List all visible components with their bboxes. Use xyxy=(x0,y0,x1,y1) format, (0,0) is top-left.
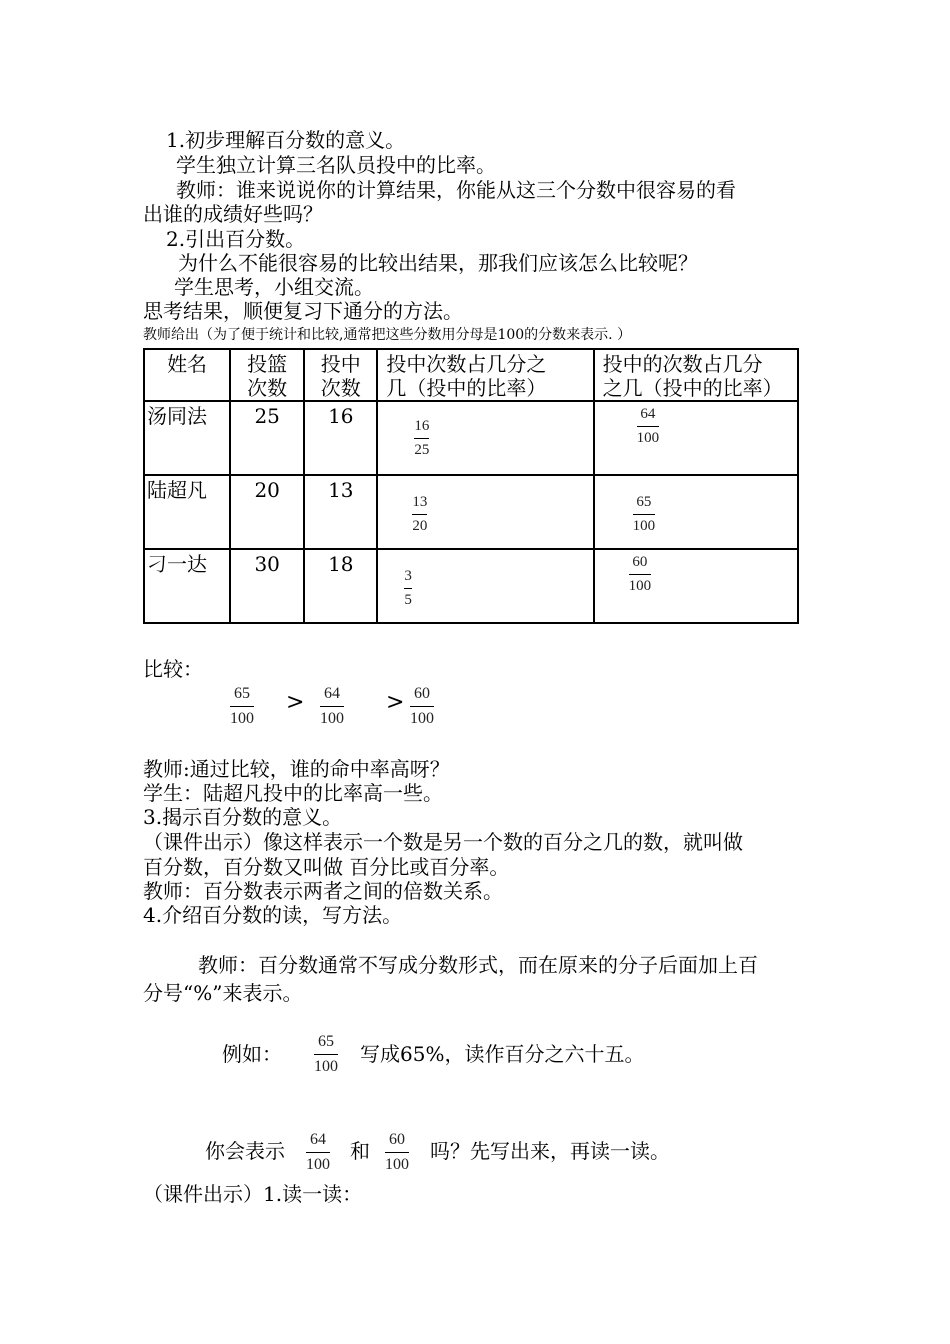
line-2: 学生独立计算三名队员投中的比率。 xyxy=(176,153,496,177)
fraction-bar xyxy=(320,706,344,707)
fraction-bar xyxy=(385,1152,409,1153)
cell-hits: 18 xyxy=(328,552,354,576)
table-row xyxy=(144,401,798,475)
numerator: 13 xyxy=(412,494,428,510)
denominator: 20 xyxy=(412,518,428,534)
header-shots-1: 投篮 xyxy=(247,352,288,376)
numerator: 3 xyxy=(404,568,412,584)
header-ratio-1: 投中次数占几分之 xyxy=(386,352,547,376)
line-m1: 教师:通过比较，谁的命中率高呀？ xyxy=(143,757,450,781)
denominator: 100 xyxy=(385,1156,409,1173)
fraction-bar xyxy=(410,706,434,707)
fraction-bar xyxy=(414,438,429,439)
header-pct-1: 投中的次数占几分 xyxy=(602,352,763,376)
line-4: 出谁的成绩好些吗？ xyxy=(143,202,323,226)
cell-hits: 16 xyxy=(328,404,354,428)
denominator: 100 xyxy=(230,710,254,727)
fraction xyxy=(637,406,660,447)
fraction-bar xyxy=(412,514,427,515)
header-shots xyxy=(230,349,304,401)
denominator: 5 xyxy=(404,592,412,608)
example-fraction xyxy=(314,1033,338,1076)
line-m6: 教师：百分数表示两者之间的倍数关系。 xyxy=(143,879,503,903)
greater-than-sign: > xyxy=(286,690,305,715)
cell-name: 刁一达 xyxy=(147,552,207,576)
fraction-bar xyxy=(306,1152,330,1153)
cell-name: 汤同法 xyxy=(147,404,207,428)
line-3: 教师：谁来说说你的计算结果，你能从这三个分数中很容易的看 xyxy=(176,178,736,202)
denominator: 100 xyxy=(314,1058,338,1075)
compare-fraction-2 xyxy=(320,685,344,728)
header-pct xyxy=(594,349,798,401)
fraction xyxy=(629,554,652,595)
denominator: 100 xyxy=(628,578,652,594)
cell-shots: 25 xyxy=(254,404,280,428)
line-5: 2.引出百分数。 xyxy=(166,227,306,251)
question-fraction-1 xyxy=(306,1131,330,1174)
denominator: 100 xyxy=(410,710,434,727)
numerator: 65 xyxy=(636,494,652,510)
question-post: 吗？先写出来，再读一读。 xyxy=(430,1139,670,1163)
line-m8: 教师：百分数通常不写成分数形式，而在原来的分子后面加上百 xyxy=(198,953,758,977)
fraction-bar xyxy=(230,706,254,707)
denominator: 100 xyxy=(306,1156,330,1173)
compare-fraction-1 xyxy=(230,685,254,728)
header-shots-2: 次数 xyxy=(247,376,288,400)
numerator: 60 xyxy=(414,685,430,702)
fraction xyxy=(633,494,656,535)
numerator: 64 xyxy=(324,685,340,702)
cell-shots: 30 xyxy=(254,552,280,576)
line-m5: 百分数，百分数又叫做 百分比或百分率。 xyxy=(143,855,510,879)
question-mid: 和 xyxy=(350,1139,370,1163)
compare-fraction-3 xyxy=(410,685,434,728)
denominator: 100 xyxy=(636,430,660,446)
cell-shots: 20 xyxy=(254,478,280,502)
table-row xyxy=(144,475,798,549)
numerator: 64 xyxy=(310,1131,326,1148)
line-9: 教师给出（为了便于统计和比较,通常把这些分数用分母是100的分数来表示. ） xyxy=(143,327,632,343)
example-text: 写成65%，读作百分之六十五。 xyxy=(360,1042,645,1066)
line-7: 学生思考，小组交流。 xyxy=(174,275,374,299)
header-hits-2: 次数 xyxy=(320,376,361,400)
numerator: 60 xyxy=(632,554,648,570)
line-m9: 分号“%”来表示。 xyxy=(143,981,303,1005)
numerator: 65 xyxy=(318,1033,334,1050)
denominator: 25 xyxy=(414,442,430,458)
fraction-bar xyxy=(314,1054,338,1055)
header-hits-1: 投中 xyxy=(320,352,361,376)
fraction-bar xyxy=(633,514,656,515)
table-row xyxy=(144,549,798,623)
question-fraction-2 xyxy=(385,1131,409,1174)
shots-table xyxy=(143,348,799,624)
line-m2: 学生：陆超凡投中的比率高一些。 xyxy=(143,781,443,805)
numerator: 60 xyxy=(389,1131,405,1148)
fraction-bar xyxy=(404,588,412,589)
greater-than-sign: > xyxy=(386,690,405,715)
denominator: 100 xyxy=(320,710,344,727)
denominator: 100 xyxy=(632,518,656,534)
cell-name: 陆超凡 xyxy=(147,478,207,502)
numerator: 64 xyxy=(640,406,656,422)
header-ratio xyxy=(377,349,593,401)
cell-hits: 13 xyxy=(328,478,354,502)
fraction-bar xyxy=(637,426,660,427)
line-8: 思考结果，顺便复习下通分的方法。 xyxy=(143,299,463,323)
numerator: 16 xyxy=(414,418,430,434)
fraction xyxy=(404,568,412,609)
header-name: 姓名 xyxy=(144,349,230,401)
fraction xyxy=(414,418,429,459)
header-hits xyxy=(304,349,377,401)
fraction xyxy=(412,494,427,535)
question-pre: 你会表示 xyxy=(205,1139,285,1163)
header-pct-2: 之几（投中的比率） xyxy=(602,376,783,400)
line-1: 1.初步理解百分数的意义。 xyxy=(166,128,406,152)
line-m3: 3.揭示百分数的意义。 xyxy=(143,805,343,829)
header-ratio-2: 几（投中的比率） xyxy=(386,376,547,400)
line-m4: （课件出示）像这样表示一个数是另一个数的百分之几的数，就叫做 xyxy=(143,830,743,854)
numerator: 65 xyxy=(234,685,250,702)
fraction-bar xyxy=(629,574,652,575)
last-line: （课件出示）1.读一读： xyxy=(143,1182,363,1206)
line-6: 为什么不能很容易的比较出结果，那我们应该怎么比较呢？ xyxy=(178,251,698,275)
line-m7: 4.介绍百分数的读，写方法。 xyxy=(143,903,403,927)
compare-label: 比较： xyxy=(143,657,203,681)
example-label: 例如： xyxy=(222,1042,282,1066)
